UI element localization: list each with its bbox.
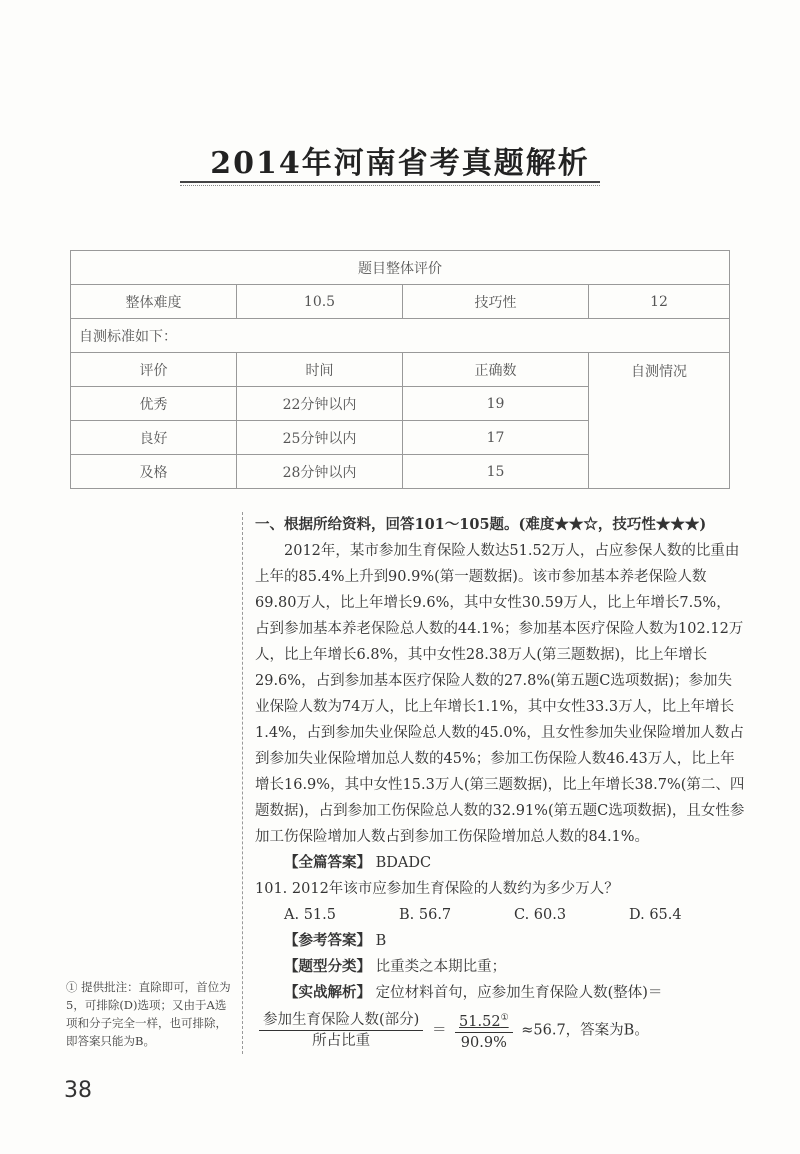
title-divider: [180, 181, 600, 183]
evaluation-table: [70, 250, 730, 489]
passage-body: 2012年，某市参加生育保险人数达51.52万人，占应参保人数的比重由上年的85.4%上升到90.9%(第一题数据)。该市参加基本养老保险人数69.80万人，比上年增长9.6%，其中女性30.59万人，比上年增长7.5%，占到参加基本养老保险总人数的44.1%；参加基本医疗保险人数为102.12万人，比上年增长6.8%，其中女性28.38万人(第三题数据)，比上年增长29.6%，占到参加基本医疗保险人数的27.8%(第五题C选项数据)；参加失业保险人数为74万人，比上年增长1.1%，其中女性33.3万人，比上年增长1.4%，占到参加失业保险总人数的45.0%，且女性参加失业保险增加人数占到参加失业保险增加总人数的45%；参加工伤保险人数46.43万人，比上年增长16.9%，其中女性15.3万人(第三题数据)，比上年增长38.7%(第二、四题数据)，占到参加工伤保险总人数的32.91%(第五题C选项数据)，且女性参加工伤保险增加人数占到参加工伤保险增加总人数的84.1%。: [255, 543, 745, 845]
skill-label: 技巧性: [403, 285, 589, 319]
correct-cell: 19: [403, 387, 589, 421]
answer-all-label: 【全篇答案】: [284, 854, 371, 871]
time-cell: 25分钟以内: [237, 421, 403, 455]
fraction-denominator: 90.9%: [460, 1034, 507, 1051]
option-a: A. 51.5: [284, 907, 336, 923]
equals-sign: ＝: [431, 1022, 447, 1039]
grade-cell: 优秀: [71, 387, 237, 421]
table-header: 题目整体评价: [71, 251, 730, 285]
question-section: [255, 512, 745, 1053]
col-header: 时间: [237, 353, 403, 387]
col-header: 评价: [71, 353, 237, 387]
analysis-label: 【实战解析】: [284, 984, 371, 1001]
time-cell: 22分钟以内: [237, 387, 403, 421]
analysis-text: 定位材料首句，应参加生育保险人数(整体)＝: [375, 985, 663, 1001]
type-label: 【题型分类】: [284, 958, 371, 975]
footnote-marker: ①: [500, 1013, 509, 1023]
standard-label: 自测标准如下：: [71, 319, 730, 353]
answer-all-value: BDADC: [375, 855, 432, 871]
side-note: ① 提供批注：直除即可，首位为5，可排除(D)选项；又由于A选项和分子完全一样，也可排除，即答案只能为B。: [66, 980, 231, 1048]
difficulty-value: 10.5: [237, 285, 403, 319]
option-b: B. 56.7: [399, 907, 452, 923]
margin-divider: [242, 512, 243, 1054]
time-cell: 28分钟以内: [237, 455, 403, 489]
ref-answer-value: B: [375, 933, 387, 949]
col-header: 自测情况: [631, 364, 687, 380]
grade-cell: 良好: [71, 421, 237, 455]
grade-cell: 及格: [71, 455, 237, 489]
type-value: 比重类之本期比重；: [375, 959, 507, 975]
page-number: 38: [64, 1078, 92, 1103]
result-text: ≈56.7，答案为B。: [521, 1022, 649, 1039]
title-divider-dotted: [180, 185, 600, 186]
passage-heading: 一、根据所给资料，回答101～105题。(难度★★☆，技巧性★★★): [255, 516, 707, 533]
fraction-numerator: 参加生育保险人数(部分): [259, 1010, 423, 1031]
option-d: D. 65.4: [629, 907, 682, 923]
skill-value: 12: [589, 285, 730, 319]
formula-fraction-1: [259, 1010, 423, 1051]
page-title: 2014年河南省考真题解析: [210, 146, 590, 181]
option-c: C. 60.3: [514, 907, 567, 923]
options-row: [255, 902, 745, 928]
fraction-numerator: 51.52①: [455, 1008, 513, 1033]
formula-fraction-2: [455, 1008, 513, 1053]
difficulty-label: 整体难度: [71, 285, 237, 319]
fraction-denominator: 所占比重: [312, 1032, 371, 1049]
question-stem: 101. 2012年该市应参加生育保险的人数约为多少万人？: [255, 881, 619, 897]
ref-answer-label: 【参考答案】: [284, 932, 371, 949]
col-header: 正确数: [403, 353, 589, 387]
self-test-column: [589, 353, 730, 489]
correct-cell: 15: [403, 455, 589, 489]
correct-cell: 17: [403, 421, 589, 455]
